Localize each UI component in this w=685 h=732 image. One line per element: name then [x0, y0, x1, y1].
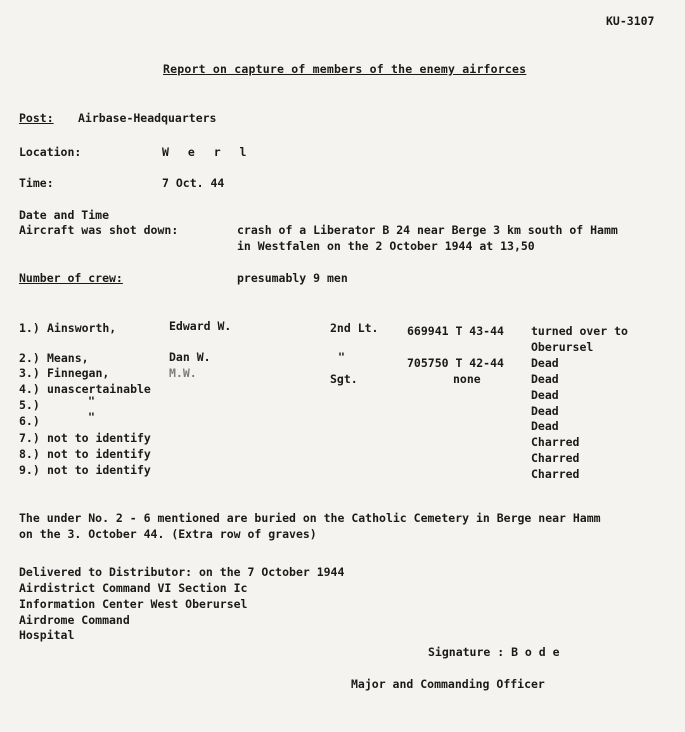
crew-num: 3.)	[19, 366, 40, 380]
burial-line-2: on the 3. October 44. (Extra row of graves)	[19, 527, 317, 541]
crew-serial: 705750 T 42-44	[407, 356, 504, 370]
crew-name: Ainsworth,	[47, 321, 117, 335]
shot-down-value-2: in Westfalen on the 2 October 1944 at 13,50	[237, 239, 535, 253]
crew-rank: 2nd Lt.	[330, 321, 379, 335]
crew-status: Charred	[531, 435, 580, 449]
post-label: Post:	[19, 111, 54, 125]
distribution-item: Information Center West Oberursel	[19, 597, 248, 611]
crew-num: 8.)	[19, 447, 40, 461]
distribution-item: Airdrome Command	[19, 613, 130, 627]
crew-name: not to identify	[47, 463, 151, 477]
crew-num: 2.)	[19, 351, 40, 365]
crew-status: Charred	[531, 451, 580, 465]
crew-num: 9.)	[19, 463, 40, 477]
crew-status-2: Oberursel	[531, 340, 594, 354]
crew-num: 6.)	[19, 414, 40, 428]
signature-title: Major and Commanding Officer	[351, 677, 545, 691]
distribution-item: Airdistrict Command VI Section Ic	[19, 581, 248, 595]
crew-first: Edward W.	[169, 319, 232, 333]
time-label: Time:	[19, 176, 54, 190]
crew-name: Finnegan,	[47, 366, 110, 380]
distribution-item: Hospital	[19, 628, 75, 642]
document-id: KU-3107	[606, 14, 655, 28]
shot-down-label-1: Date and Time	[19, 208, 110, 222]
crew-name: not to identify	[47, 431, 151, 445]
location-label: Location:	[19, 145, 82, 159]
distribution-header: Delivered to Distributor: on the 7 October 1944	[19, 565, 345, 579]
crew-rank: "	[338, 350, 345, 364]
burial-line-1: The under No. 2 - 6 mentioned are buried on the Catholic Cemetery in Berge near Hamm	[19, 511, 601, 525]
crew-rank: Sgt.	[330, 372, 358, 386]
crew-status: Dead	[531, 372, 559, 386]
crew-count-label: Number of crew:	[19, 271, 123, 285]
time-value: 7 Oct. 44	[162, 176, 225, 190]
crew-num: 7.)	[19, 431, 40, 445]
crew-num: 1.)	[19, 321, 40, 335]
crew-num: 5.)	[19, 398, 40, 412]
crew-status: Dead	[531, 404, 559, 418]
crew-name: "	[88, 410, 95, 424]
crew-status: Dead	[531, 419, 559, 433]
report-title: Report on capture of members of the enemy airforces	[163, 62, 527, 76]
crew-status: Dead	[531, 388, 559, 402]
crew-name: not to identify	[47, 447, 151, 461]
crew-serial: 669941 T 43-44	[407, 324, 504, 338]
crew-count-value: presumably 9 men	[237, 271, 348, 285]
post-value: Airbase-Headquarters	[78, 111, 217, 125]
crew-num: 4.)	[19, 382, 40, 396]
crew-serial: none	[453, 372, 481, 386]
location-value: W e r l	[162, 145, 253, 159]
crew-name: unascertainable	[47, 382, 151, 396]
signature-line: Signature : B o d e	[428, 645, 560, 659]
crew-status: Dead	[531, 356, 559, 370]
shot-down-label-2: Aircraft was shot down:	[19, 223, 179, 237]
crew-first: Dan W.	[169, 350, 211, 364]
crew-status: Charred	[531, 467, 580, 481]
crew-status: turned over to	[531, 324, 628, 338]
crew-name: Means,	[47, 351, 89, 365]
crew-name: "	[88, 394, 95, 408]
shot-down-value-1: crash of a Liberator B 24 near Berge 3 km south of Hamm	[237, 223, 618, 237]
crew-first: M.W.	[169, 366, 197, 380]
